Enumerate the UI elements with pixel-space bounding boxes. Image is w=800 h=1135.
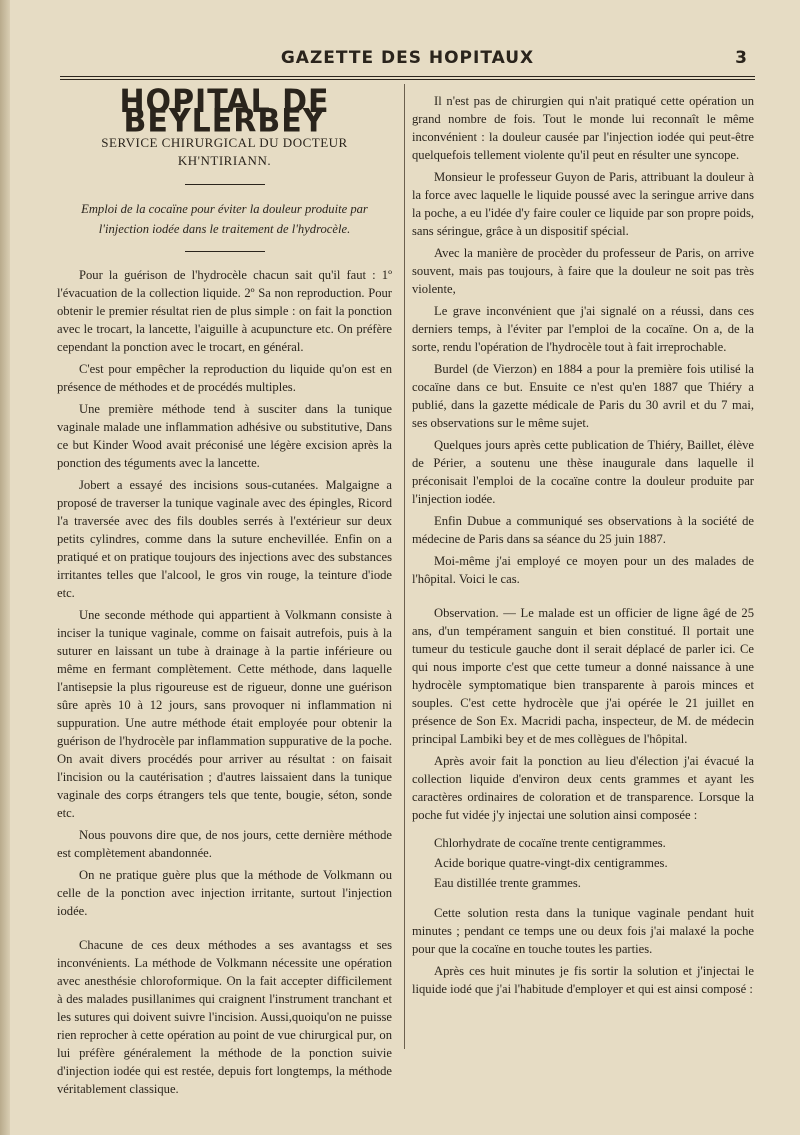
formula-line: Chlorhydrate de cocaïne trente centigrammes. (434, 836, 666, 850)
short-divider (185, 184, 265, 185)
paragraph: Une seconde méthode qui appartient à Volkmann consiste à inciser la tunique vaginale, comme on faisait autrefois, puis à la suturer en laissant un tube à drainage à la partie inférieure ou même en fermant complètement. Cette méthode, dans laquelle l'antisepsie la plus rigoureuse est de rigueur, donne une guérison sûre après 10 à 12 jours, sans provoquer ni inflammation ni suppuration. Une autre méthode était employée pour obtenir la guérison de l'hydrocèle par inflammation suppurative de la poche. On avait divers procédés pour arriver au résultat : on faisait l'incision ou la cautérisation ; d'autres laissaient dans la tunique vaginale des corps étrangers tels que tente, bougie, séton, sonde etc. (57, 608, 392, 820)
paragraph: Quelques jours après cette publication de Thiéry, Baillet, élève de Périer, a soutenu une thèse inaugurale dans laquelle il préconisait l'emploi de la cocaïne contre la douleur produite par l'injection iodée. (412, 438, 754, 506)
paragraph: On ne pratique guère plus que la méthode de Volkmann ou celle de la ponction avec injection irritante, surtout l'injection iodée. (57, 868, 392, 918)
article-subheading: SERVICE CHIRURGICAL DU DOCTEUR KH'NTIRIANN. (101, 135, 348, 168)
publication-title: GAZETTE DES HOPITAUX (280, 48, 535, 68)
paragraph: Pour la guérison de l'hydrocèle chacun sait qu'il faut : 1º l'évacuation de la collection liquide. 2º Sa non reproduction. Pour obtenir le premier résultat rien de plus simple : on fait la ponction avec le trocart, la lancette, l'aiguille à acupuncture etc. On préfère cependant la ponction avec le trocart, en général. (57, 268, 392, 354)
formula-line: Eau distillée trente grammes. (434, 876, 581, 890)
paragraph: Après ces huit minutes je fis sortir la solution et j'injectai le liquide iodé que j'ai l'habitude d'employer et qui est ainsi composé : (412, 964, 754, 996)
page-number: 3 (735, 48, 747, 68)
paragraph: Il n'est pas de chirurgien qui n'ait pratiqué cette opération un grand nombre de fois. Tout le monde lui reconnaît le même inconvénient : la douleur causée par l'injection iodée qui peut-être quelquefois tellement violente qu'il peut en résulter une syncope. (412, 94, 754, 162)
column-divider (404, 84, 405, 1049)
header-rule (60, 76, 755, 80)
paragraph: Moi-même j'ai employé ce moyen pour un des malades de l'hôpital. Voici le cas. (412, 554, 754, 586)
page-binding-edge (0, 0, 10, 1135)
paragraph: Nous pouvons dire que, de nos jours, cette dernière méthode est complètement abandonnée. (57, 828, 392, 860)
paragraph: Burdel (de Vierzon) en 1884 a pour la première fois utilisé la cocaïne dans ce but. Ensuite ce n'est qu'en 1887 que Thiéry a publié, dans la gazette médicale de Paris du 30 avril et du 7 mai, ses observations sur le même sujet. (412, 362, 754, 430)
page-header (60, 48, 755, 78)
paragraph: Enfin Dubue a communiqué ses observations à la société de médecine de Paris dans sa séance du 25 juin 1887. (412, 514, 754, 546)
paragraph: Après avoir fait la ponction au lieu d'élection j'ai évacué la collection liquide d'environ deux cents grammes et ayant les caractères ordinaires de coloration et de transparence. Lorsque la poche fut vidée j'y injectai une solution ainsi composée : (412, 754, 754, 822)
paragraph: Avec la manière de procèder du professeur de Paris, on arrive souvent, mais pas toujours, à faire que la douleur ne soit pas très violente, (412, 246, 754, 296)
observation-paragraph: Observation. — Le malade est un officier de ligne âgé de 25 ans, d'un tempérament sanguin et bien constitué. Il portait une tumeur du testicule gauche dont il serait déplacé de parler ici. Ce qui nous importe c'est que cette tumeur a donné naissance à une hydrocèle symptomatique bien transparente à parois minces et souples. C'est cette hydrocèle que j'ai opérée le 21 juillet en présence de Son Ex. Macridi pacha, inspecteur, de M. de médecin principal Lambiki bey et de mes collègues de l'hôpital. (412, 606, 754, 746)
short-divider (185, 251, 265, 252)
paragraph: Chacune de ces deux méthodes a ses avantagss et ses inconvénients. La méthode de Volkmann nécessite une opération avec anesthésie chloroformique. On la fait accepter difficilement à des malades pusillanimes qui craignent l'instrument tranchant et les sutures qui doivent suivre l'incision. Aussi,quoiqu'on ne puisse rien reprocher à cette opération au point de vue chirurgical pur, on lui préfère généralement la méthode de la ponction suivie d'injection iodée qui est restée, depuis fort longtemps, la méthode véritablement classique. (57, 938, 392, 1096)
left-column (57, 82, 392, 1102)
right-column (412, 92, 754, 1002)
paragraph: Une première méthode tend à susciter dans la tunique vaginale malade une inflammation adhésive ou substitutive, Dans ce but Kinder Wood avait préconisé une légère excision après la ponction des téguments avec la lancette. (57, 402, 392, 470)
article-subtitle: Emploi de la cocaïne pour éviter la douleur produite par l'injection iodée dans le traitement de l'hydrocèle. (81, 202, 368, 236)
paragraph: Jobert a essayé des incisions sous-cutanées. Malgaigne a proposé de traverser la tunique vaginale avec des épingles, Ricord l'a traversée avec des fils doubles serrés à l'extérieur sur deux petits cylindres, comme dans la suture enchevillée. Enfin on a pratiqué et on pratique toujours des injections avec des substances irritantes telles que l'alcool, le gros vin rouge, la teinture d'iode etc. (57, 478, 392, 600)
paragraph: Cette solution resta dans la tunique vaginale pendant huit minutes ; pendant ce temps une ou deux fois j'ai malaxé la poche pour que la cocaïne en touche toutes les parties. (412, 906, 754, 956)
article-heading: HOPITAL DE BEYLERBEY (119, 82, 330, 141)
paragraph: C'est pour empêcher la reproduction du liquide qu'on est en présence de méthodes et de procédés multiples. (57, 362, 392, 394)
formula-line: Acide borique quatre-vingt-dix centigrammes. (434, 856, 668, 870)
paragraph: Le grave inconvénient que j'ai signalé on a réussi, dans ces derniers temps, à l'éviter par l'emploi de la cocaïne. On a, de la sorte, rendu l'opération de l'hydrocèle tout à fait irreprochable. (412, 304, 754, 354)
paragraph: Monsieur le professeur Guyon de Paris, attribuant la douleur à la force avec laquelle le liquide poussé avec la seringue arrive dans la poche, a eu l'idée d'y faire couler ce liquide par son propre poids, sans séringue, grâce à un dispositif spécial. (412, 170, 754, 238)
